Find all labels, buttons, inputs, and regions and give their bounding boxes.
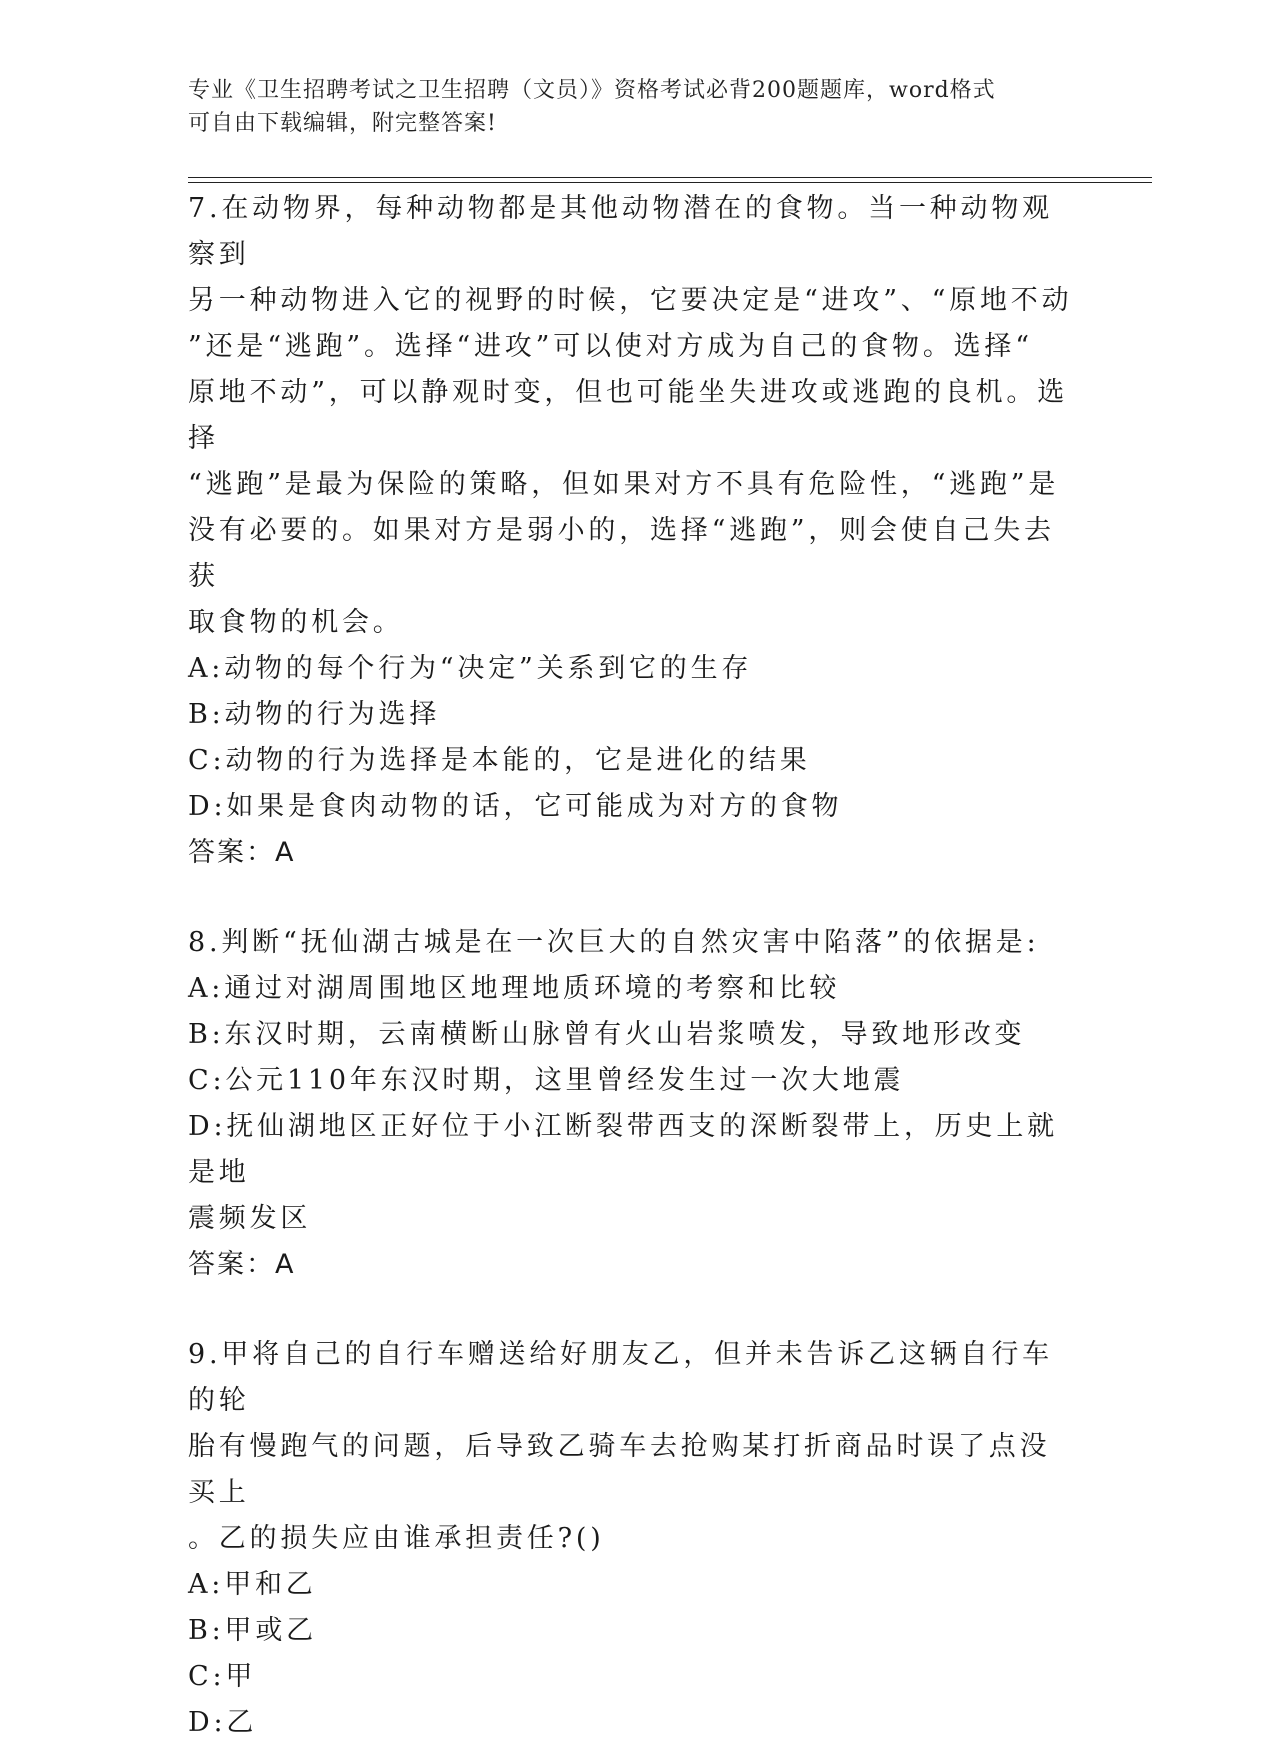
header-title-line: 专业《卫生招聘考试之卫生招聘（文员）》资格考试必背200题题库，word格式 <box>188 78 996 103</box>
question-stem-line: 另一种动物进入它的视野的时候，它要决定是“进攻”、“原地不动 <box>188 285 1073 316</box>
question-stem-line: “逃跑”是最为保险的策略，但如果对方不具有危险性，“逃跑”是 <box>188 469 1060 500</box>
question-stem-line: 原地不动”，可以静观时变，但也可能坐失进攻或逃跑的良机。选择 <box>188 377 1069 454</box>
header-divider-bottom <box>188 182 1152 183</box>
option-b: B:甲或乙 <box>188 1615 317 1646</box>
question-8 <box>188 920 1078 1288</box>
question-9 <box>188 1332 1078 1746</box>
option-c: C:动物的行为选择是本能的，它是进化的结果 <box>188 745 811 776</box>
option-c: C:甲 <box>188 1661 257 1692</box>
option-d-continuation: 震频发区 <box>188 1203 312 1234</box>
option-d: D:如果是食肉动物的话，它可能成为对方的食物 <box>188 791 843 822</box>
answer-line: 答案：A <box>188 1249 296 1280</box>
option-a: A:甲和乙 <box>188 1569 317 1600</box>
option-d: D:乙 <box>188 1707 258 1738</box>
question-stem-line: ”还是“逃跑”。选择“进攻”可以使对方成为自己的食物。选择“ <box>188 331 1033 362</box>
question-stem-line: 8.判断“抚仙湖古城是在一次巨大的自然灾害中陷落”的依据是: <box>188 927 1040 958</box>
question-7 <box>188 186 1078 876</box>
question-stem-line: 胎有慢跑气的问题，后导致乙骑车去抢购某打折商品时误了点没买上 <box>188 1431 1051 1508</box>
option-b: B:东汉时期，云南横断山脉曾有火山岩浆喷发，导致地形改变 <box>188 1019 1026 1050</box>
option-b: B:动物的行为选择 <box>188 699 441 730</box>
question-stem-line: 7.在动物界，每种动物都是其他动物潜在的食物。当一种动物观察到 <box>188 193 1053 270</box>
question-stem-line: 没有必要的。如果对方是弱小的，选择“逃跑”，则会使自己失去获 <box>188 515 1055 592</box>
question-stem-line: 。乙的损失应由谁承担责任?() <box>188 1523 605 1554</box>
question-stem-line: 取食物的机会。 <box>188 607 404 638</box>
option-d: D:抚仙湖地区正好位于小江断裂带西支的深断裂带上，历史上就是地 <box>188 1111 1058 1188</box>
question-stem-line: 9.甲将自己的自行车赠送给好朋友乙，但并未告诉乙这辆自行车的轮 <box>188 1339 1053 1416</box>
header-subtitle-line: 可自由下载编辑，附完整答案! <box>188 111 497 136</box>
document-header <box>188 74 1068 140</box>
option-c: C:公元110年东汉时期，这里曾经发生过一次大地震 <box>188 1065 905 1096</box>
header-divider-top <box>188 177 1152 178</box>
option-a: A:动物的每个行为“决定”关系到它的生存 <box>188 653 753 684</box>
option-a: A:通过对湖周围地区地理地质环境的考察和比较 <box>188 973 841 1004</box>
question-list <box>188 186 1078 1746</box>
answer-line: 答案：A <box>188 837 296 868</box>
